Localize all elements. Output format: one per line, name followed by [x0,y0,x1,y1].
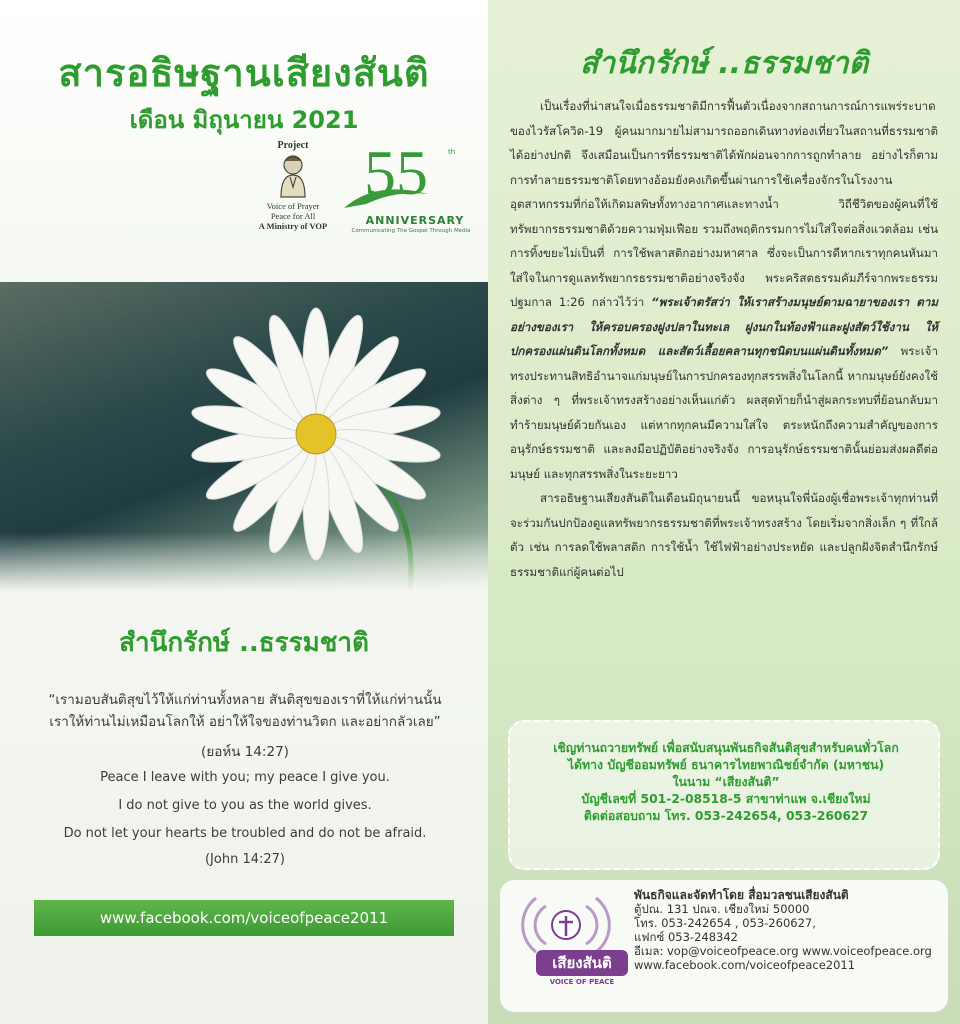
article-body [510,94,938,584]
article-heading: สำนึกรักษ์ ..ธรรมชาติ [579,46,869,81]
page-title: สารอธิษฐานเสียงสันติ [58,51,430,95]
voice-of-peace-logo [516,890,616,1000]
anniversary-word: ANNIVERSARY [365,214,465,227]
verse-thai-reference: (ยอห์น 14:27) [201,744,289,760]
anniversary-logo [336,137,486,242]
anniversary-number: 55 [364,137,428,208]
logo-name: เสียงสันติ [536,950,628,976]
praying-child-icon [273,153,313,199]
logo-subtitle: VOICE OF PEACE [549,978,615,986]
page-subtitle: เดือน มิถุนายน 2021 [129,106,359,134]
article-paragraph-2: สารอธิษฐานเสียงสันติในเดือนมิถุนายนนี้ ขอหนุนใจพี่น้องผู้เชื่อพระเจ้าทุกท่านที่จะร่วมกันปกป้องดูแลทรัพยากรธรรมชาติที่พระเจ้าทรงสร้าง โดยเริ่มจากสิ่งเล็ก ๆ ที่ใกล้ตัว เช่น การลดใช้พลาสติก การใช้น้ำ ใช้ไฟฟ้าอย่างประหยัด และปลูกฝังจิตสำนึกรักษ์ธรรมชาติแก่ผู้คนต่อไป [510,491,938,579]
donation-line-2: ได้ทาง บัญชีออมทรัพย์ ธนาคารไทยพาณิชย์จำกัด (มหาชน) [567,758,885,772]
contact-box [500,880,948,1012]
daisy-flower-image [0,282,488,592]
verse-english-line-2: I do not give to you as the world gives. [118,798,372,813]
vop-line-1: Voice of Prayer [266,201,320,211]
donation-line-3: ในนาม “เสียงสันติ” [672,775,780,789]
vop-line-2: Peace for All [270,211,316,221]
verse-thai-line-2: เราให้ท่านไม่เหมือนโลกให้ อย่าให้ใจของท่านวิตก และอย่ากลัวเลย” [49,714,441,730]
left-section-heading: สำนึกรักษ์ ..ธรรมชาติ [119,628,369,658]
contact-phone: โทร. 053-242654 , 053-260627, [634,916,816,930]
anniversary-tagline: Communicating The Gospel Through Media [351,228,471,234]
donation-line-1: เชิญท่านถวายทรัพย์ เพื่อสนับสนุนพันธกิจสันติสุขสำหรับคนทั่วโลก [553,741,899,755]
donation-account-number: บัญชีเลขที่ 501-2-08518-5 สาขาท่าแพ จ.เชียงใหม่ [581,792,871,806]
contact-title: พันธกิจและจัดทำโดย สื่อมวลชนเสียงสันติ [634,888,849,902]
verse-english-reference: (John 14:27) [204,852,285,867]
contact-email-web[interactable]: อีเมล: vop@voiceofpeace.org www.voiceofpeace.org [634,944,932,958]
verse-thai-line-1: “เรามอบสันติสุขไว้ให้แก่ท่านทั้งหลาย สันติสุขของเราที่ให้แก่ท่านนั้น [48,692,442,708]
anniversary-suffix: th [448,148,456,156]
donation-contact-phone: ติดต่อสอบถาม โทร. 053-242654, 053-260627 [583,809,869,823]
contact-details [634,888,944,972]
vop-project-label: Project [277,140,309,151]
donation-box [508,720,940,870]
vop-project-logo [254,140,332,231]
verse-english-line-1: Peace I leave with you; my peace I give you. [100,770,390,785]
article-paragraph-1: เป็นเรื่องที่น่าสนใจเมื่อธรรมชาติมีการฟื้นตัวเนื่องจากสถานการณ์การแพร่ระบาดของไวรัสโควิด-19 ผู้คนมากมายไม่สามารถออกเดินทางท่องเที่ยวในสถานที่ธรรมชาติได้อย่างปกติ จึงเสมือนเป็นการที่ธรรมชาติได้พักผ่อนจากการถูกทำลาย อย่างไรก็ตามการทำลายธรรมชาติโดยทางอ้อมยังคงเกิดขึ้นผ่านการใช้เครื่องจักรในโรงงานอุตสาหกรรมที่ก่อให้เกิดมลพิษทั้งทางอากาศและทางน้ำ วิถีชีวิตของผู้คนที่ใช้ทรัพยากรธรรมชาติด้วยความฟุ่มเฟือย รวมถึงพฤติกรรมการไม่ใส่ใจต่อสิ่งแวดล้อม เช่น การทิ้งขยะไม่เป็นที่ การใช้พลาสติกอย่างมหาศาล ซึ่งจะเป็นการดีหากเราทุกคนหันมาใส่ใจในการดูแลทรัพยากรธรรมชาติอย่างจริงจัง พระคริสตธรรมคัมภีร์จากพระธรรมปฐมกาล 1:26 กล่าวไว้ว่า “พระเจ้าตรัสว่า ให้เราสร้างมนุษย์ตามฉายาของเรา ตามอย่างของเรา ให้ครอบครองฝูงปลาในทะเล ฝูงนกในท้องฟ้าและฝูงสัตว์ใช้งาน ให้ปกครองแผ่นดินโลกทั้งหมด และสัตว์เลื้อยคลานทุกชนิดบนแผ่นดินทั้งหมด” พระเจ้าทรงประทานสิทธิอำนาจแก่มนุษย์ในการปกครองทุกสรรพสิ่งในโลกนี้ หากมนุษย์ยังคงใช้สิ่งต่าง ๆ ที่พระเจ้าทรงสร้างอย่างเห็นแก่ตัว ผลสุดท้ายก็นำสู่ผลกระทบที่ย้อนกลับมาทำร้ายมนุษย์ด้วยกันเอง แต่หากทุกคนมีความใส่ใจ ตระหนักถึงความสำคัญของการอนุรักษ์ธรรมชาติ และลงมือปฏิบัติอย่างจริงจัง การอนุรักษ์ธรรมชาตินั้นย่อมส่งผลดีต่อมนุษย์ และทุกสรรพสิ่งในระยะยาว [510,99,938,481]
verse-english-line-3: Do not let your hearts be troubled and do not be afraid. [63,826,427,841]
contact-facebook[interactable]: www.facebook.com/voiceofpeace2011 [634,958,856,972]
genesis-quote: “พระเจ้าตรัสว่า ให้เราสร้างมนุษย์ตามฉายาของเรา ตามอย่างของเรา ให้ครอบครองฝูงปลาในทะเล ฝูงนกในท้องฟ้าและฝูงสัตว์ใช้งาน ให้ปกครองแผ่นดินโลกทั้งหมด และสัตว์เลื้อยคลานทุกชนิดบนแผ่นดินทั้งหมด” [510,295,938,358]
vop-line-3: A Ministry of VOP [258,221,328,231]
contact-address: ตู้ปณ. 131 ปณจ. เชียงใหม่ 50000 [634,902,810,916]
contact-fax: แฟกซ์ 053-248342 [634,930,738,944]
facebook-link[interactable]: www.facebook.com/voiceofpeace2011 [34,900,454,936]
